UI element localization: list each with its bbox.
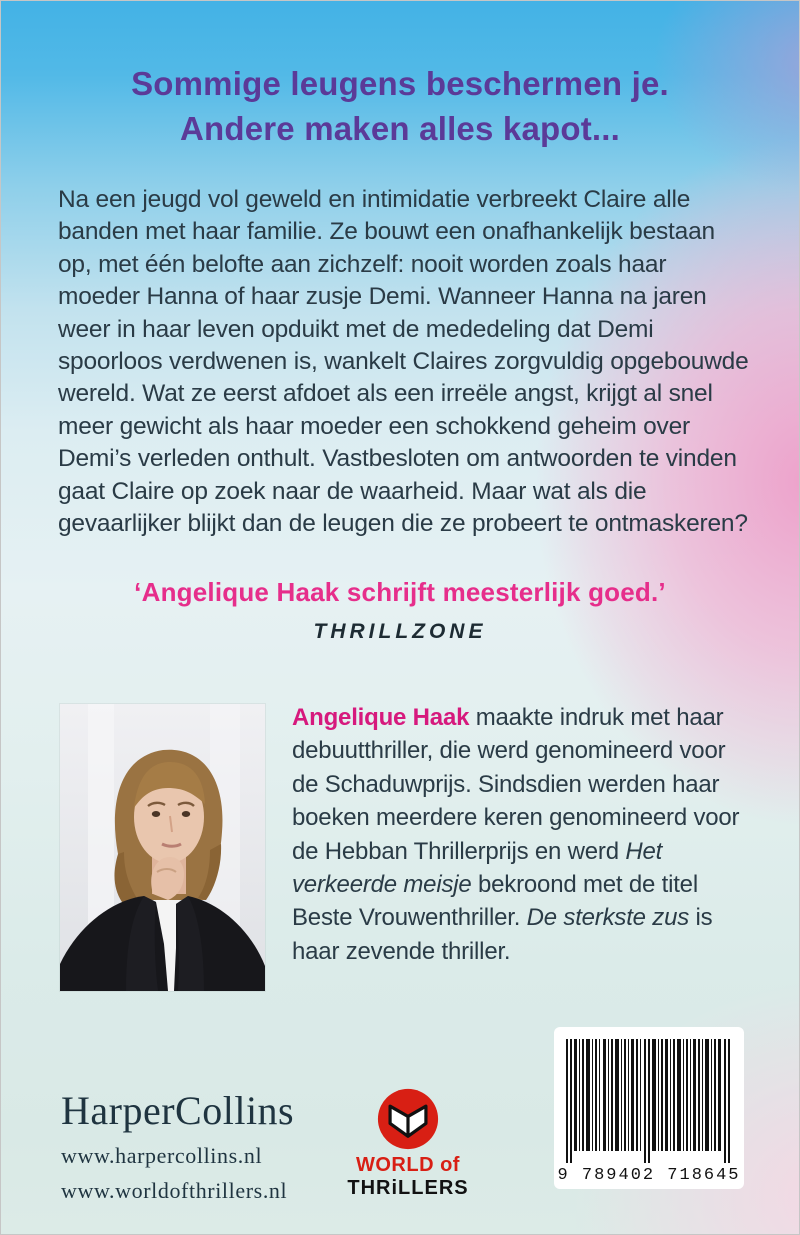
- author-bio: [292, 701, 744, 968]
- barcode-number: 9 789402 718645: [557, 1166, 741, 1185]
- author-photo: [60, 704, 265, 991]
- bio-text-3: is haar zevende thriller.: [292, 904, 713, 965]
- imprint-line-2: THRiLLERS: [347, 1177, 469, 1199]
- world-of-thrillers-logo: [346, 1087, 470, 1200]
- author-portrait-illustration: [60, 704, 265, 991]
- headline-line-2: Andere maken alles kapot...: [179, 110, 621, 147]
- headline-line-1: Sommige leugens beschermen je.: [131, 65, 669, 102]
- author-name: Angelique Haak: [292, 704, 470, 731]
- book-title-1: Het verkeerde meisje: [292, 837, 663, 899]
- bio-text-1: maakte indruk met haar debuutthriller, die werd genomineerd voor de Schaduwprijs. Sindsdien werden haar boeken meerdere keren genomineerd voor de Hebban Thrillerprijs en werd: [292, 704, 740, 865]
- publisher-url-2: www.worldofthrillers.nl: [61, 1178, 288, 1203]
- imprint-line-1: WORLD of: [356, 1154, 460, 1176]
- review-quote: ‘Angelique Haak schrijft meesterlijk goed.’: [134, 577, 666, 607]
- review-source: THRILLZONE: [313, 620, 487, 643]
- open-book-icon: [376, 1087, 440, 1151]
- publisher-url-1: www.harpercollins.nl: [61, 1143, 263, 1168]
- bio-text-2: bekroond met de titel Beste Vrouwenthriller.: [292, 871, 698, 932]
- review-quote-block: [1, 577, 799, 644]
- publisher-block: [61, 1087, 294, 1204]
- harpercollins-logo: HarperCollins: [61, 1088, 295, 1133]
- headline: [1, 61, 799, 151]
- barcode: [554, 1027, 744, 1189]
- book-title-2: De sterkste zus: [526, 904, 690, 932]
- barcode-bars: [566, 1039, 732, 1165]
- synopsis-text: Na een jeugd vol geweld en intimidatie verbreekt Claire alle banden met haar familie. Ze bouwt een onafhankelijk bestaan op, met één belofte aan zichzelf: nooit worden zoals haar moeder Hanna of haar zusje Demi. Wanneer Hanna na jaren weer in haar leven opduikt met de mededeling dat Demi spoorloos verdwenen is, wankelt Claires zorgvuldig opgebouwde wereld. Wat ze eerst afdoet als een irreële angst, krijgt al snel meer gewicht als haar moeder een schokkend geheim over Demi’s verleden onthult. Vastbesloten om antwoorden te vinden gaat Claire op zoek naar de waarheid. Maar wat als die gevaarlijker blijkt dan de leugen die ze probeert te ontmaskeren?: [58, 186, 749, 538]
